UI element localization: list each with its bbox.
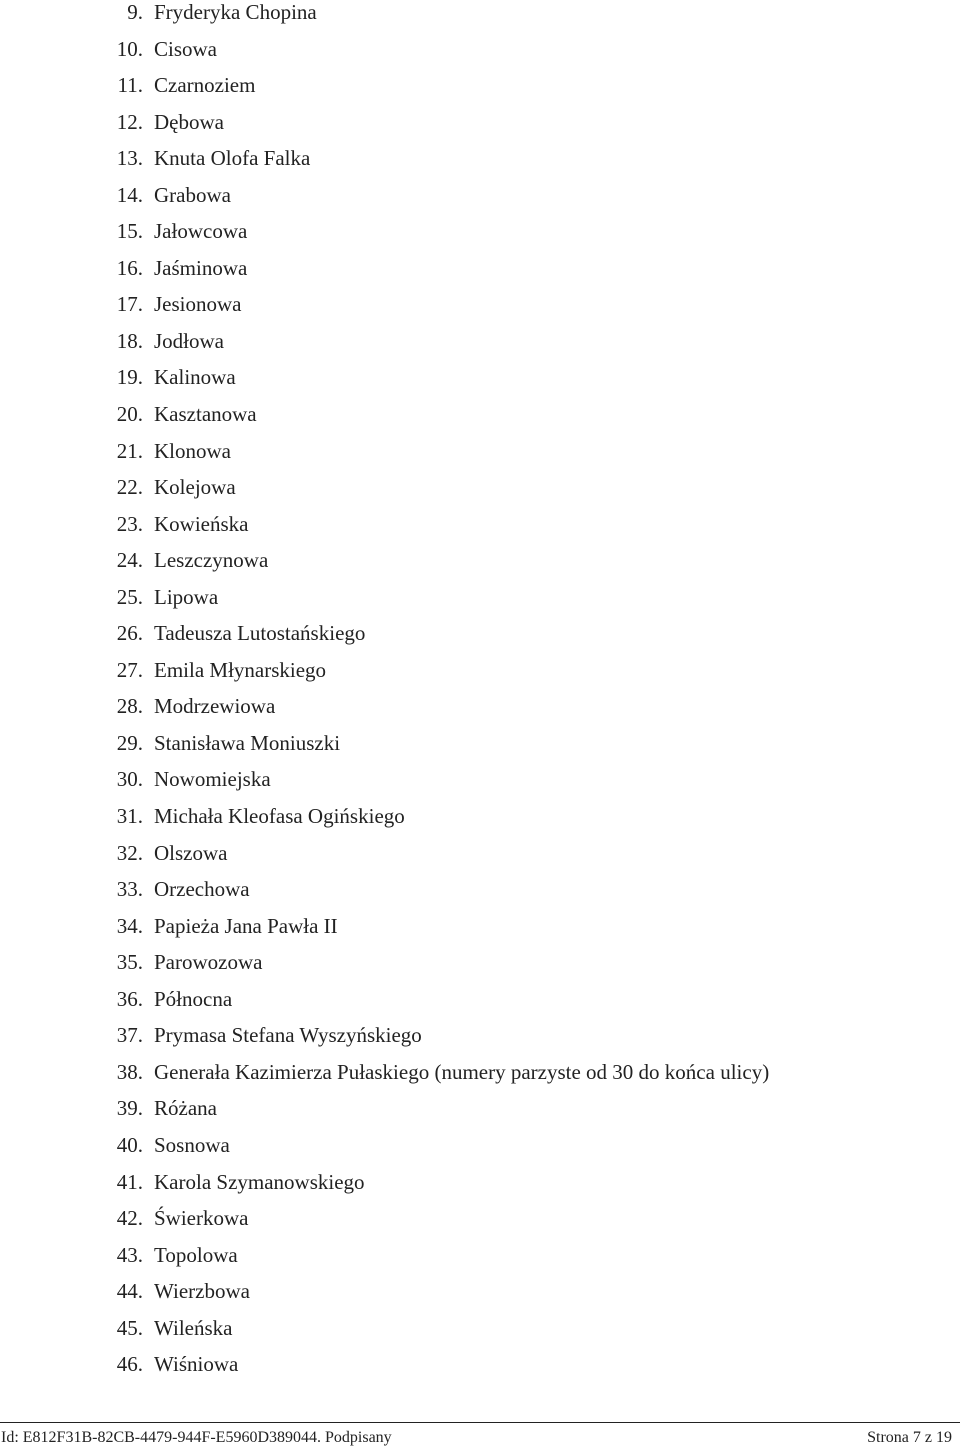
street-name: Czarnoziem (154, 73, 256, 98)
street-name: Jesionowa (154, 292, 242, 317)
item-number: 29. (116, 730, 143, 755)
street-name: Leszczynowa (154, 548, 269, 573)
street-name: Michała Kleofasa Ogińskiego (154, 804, 405, 829)
street-name: Topolowa (154, 1242, 238, 1267)
street-name: Prymasa Stefana Wyszyńskiego (154, 1023, 422, 1048)
street-name: Nowomiejska (154, 767, 271, 792)
street-name: Wileńska (154, 1315, 233, 1340)
street-name: Jałowcowa (154, 219, 248, 244)
street-name: Kolejowa (154, 475, 236, 500)
item-number: 14. (116, 182, 143, 207)
street-name: Lipowa (154, 584, 219, 609)
item-number: 34. (116, 913, 143, 938)
item-number: 38. (116, 1059, 143, 1084)
item-number: 28. (116, 694, 143, 719)
item-number: 16. (116, 255, 143, 280)
street-name: Kalinowa (154, 365, 236, 390)
street-name: Orzechowa (154, 877, 250, 902)
item-number: 43. (116, 1242, 143, 1267)
street-name: Północna (154, 986, 233, 1011)
street-name: Papieża Jana Pawła II (154, 913, 338, 938)
street-name: Stanisława Moniuszki (154, 730, 341, 755)
item-number: 40. (116, 1132, 143, 1157)
item-number: 35. (116, 950, 143, 975)
street-name: Wiśniowa (154, 1352, 239, 1377)
item-number: 17. (116, 292, 143, 317)
item-number: 25. (116, 584, 143, 609)
street-name: Tadeusza Lutostańskiego (154, 621, 366, 646)
item-number: 15. (116, 219, 143, 244)
street-name: Cisowa (154, 36, 217, 61)
item-number: 45. (116, 1315, 143, 1340)
street-name: Modrzewiowa (154, 694, 276, 719)
page-number: Strona 7 z 19 (867, 1429, 952, 1446)
street-name: Grabowa (154, 182, 231, 207)
item-number: 27. (116, 657, 143, 682)
item-number: 24. (116, 548, 143, 573)
street-name: Jodłowa (154, 328, 224, 353)
street-name: Dębowa (154, 109, 224, 134)
page-footer (0, 1422, 960, 1450)
street-name: Kasztanowa (154, 402, 257, 427)
street-name: Wierzbowa (154, 1279, 250, 1304)
item-number: 10. (116, 36, 143, 61)
street-name: Emila Młynarskiego (154, 657, 327, 682)
street-name: Olszowa (154, 840, 228, 865)
item-number: 9. (127, 0, 143, 24)
street-name: Karola Szymanowskiego (154, 1169, 365, 1194)
item-number: 21. (116, 438, 143, 463)
item-number: 12. (116, 109, 143, 134)
item-number: 23. (116, 511, 143, 536)
item-number: 44. (116, 1279, 143, 1304)
item-number: 20. (116, 402, 143, 427)
item-number: 32. (116, 840, 143, 865)
item-number: 30. (116, 767, 143, 792)
item-number: 36. (116, 986, 143, 1011)
street-name: Parowozowa (154, 950, 263, 975)
street-name: Świerkowa (154, 1206, 249, 1231)
item-number: 37. (116, 1023, 143, 1048)
street-name: Knuta Olofa Falka (154, 146, 311, 171)
document-id-text: Id: E812F31B-82CB-4479-944F-E5960D389044. Podpisany (1, 1429, 392, 1446)
street-name: Klonowa (154, 438, 231, 463)
street-name: Fryderyka Chopina (154, 0, 317, 24)
item-number: 41. (116, 1169, 143, 1194)
street-name: Jaśminowa (154, 255, 248, 280)
item-number: 11. (117, 73, 143, 98)
item-number: 33. (116, 877, 143, 902)
item-number: 26. (116, 621, 143, 646)
item-number: 22. (116, 475, 143, 500)
street-name: Generała Kazimierza Pułaskiego (numery parzyste od 30 do końca ulicy) (154, 1059, 770, 1084)
item-number: 46. (116, 1352, 143, 1377)
street-name: Kowieńska (154, 511, 249, 536)
item-number: 19. (116, 365, 143, 390)
street-name: Sosnowa (154, 1132, 230, 1157)
item-number: 13. (116, 146, 143, 171)
street-name: Różana (154, 1096, 217, 1121)
item-number: 31. (116, 804, 143, 829)
item-number: 42. (116, 1206, 143, 1231)
item-number: 18. (116, 328, 143, 353)
item-number: 39. (116, 1096, 143, 1121)
